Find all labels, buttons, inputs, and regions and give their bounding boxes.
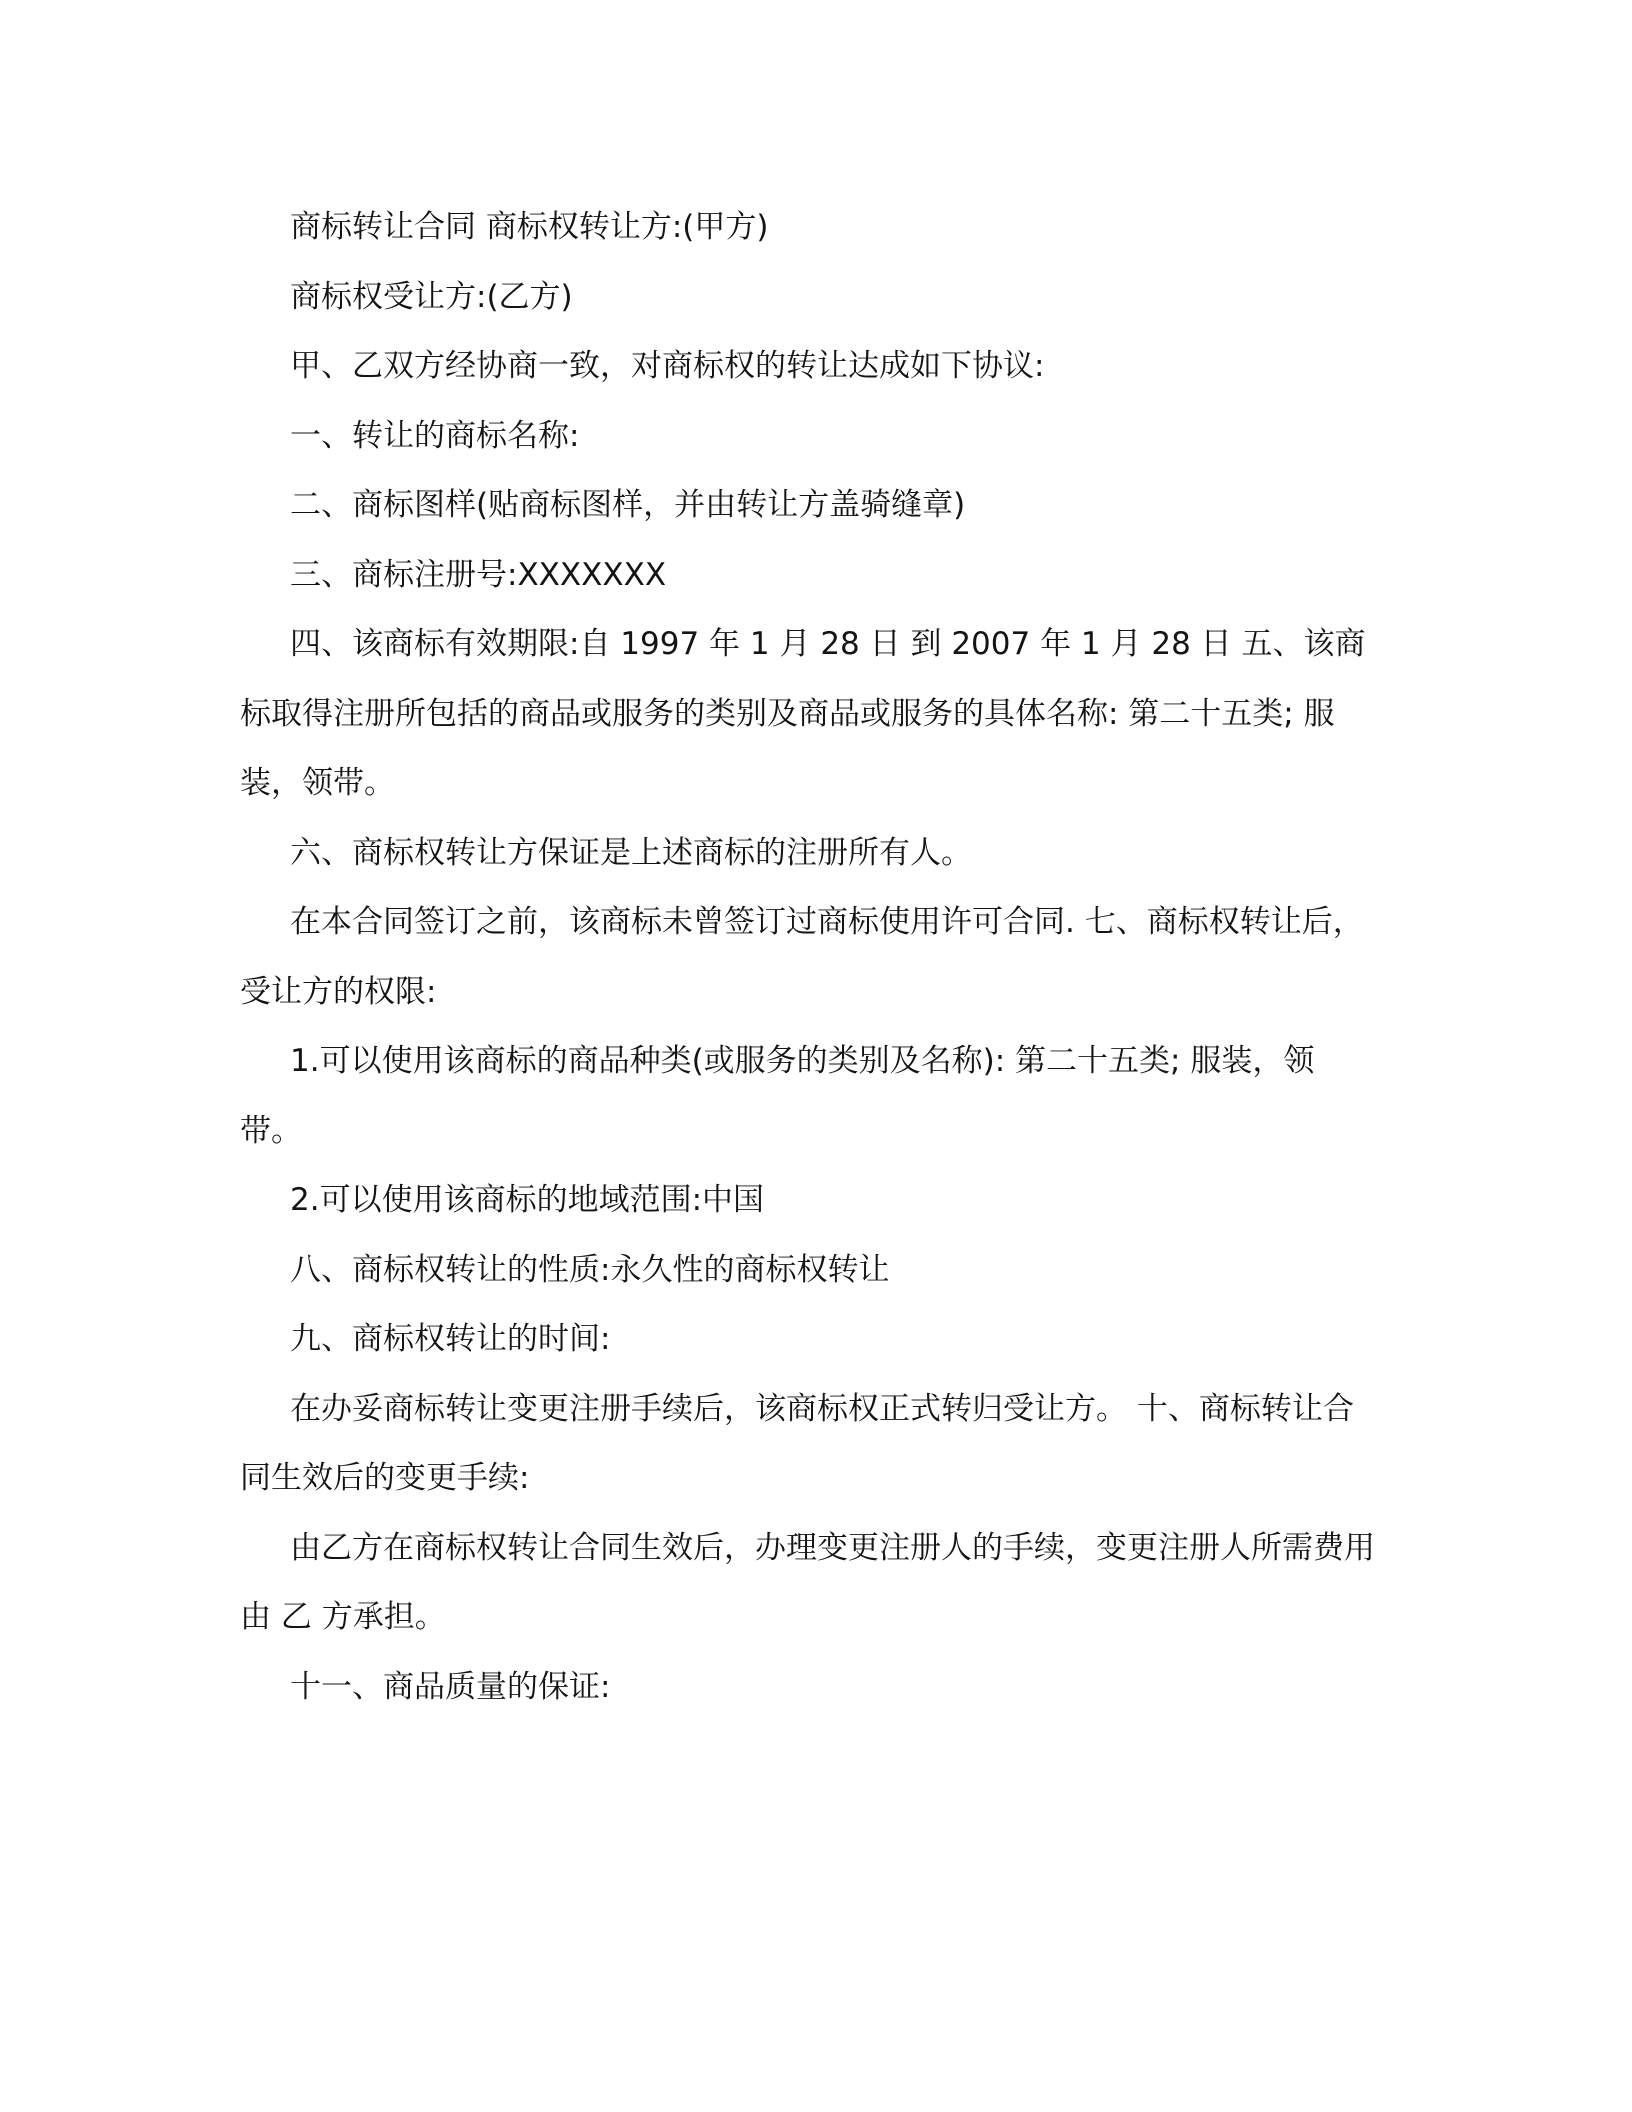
paragraph: 十一、商品质量的保证: bbox=[290, 1668, 611, 1705]
paragraph: 三、商标注册号:XXXXXXX bbox=[290, 556, 667, 593]
paragraph: 四、该商标有效期限:自 1997 年 1 月 28 日 到 2007 年 1 月 28 日 五、该商标取得注册所包括的商品或服务的类别及商品或服务的具体名称: 第二十五类; 服装，领带。 bbox=[240, 626, 1366, 801]
paragraph: 1.可以使用该商标的商品种类(或服务的类别及名称): 第二十五类; 服装，领带。 bbox=[240, 1043, 1315, 1149]
paragraph: 九、商标权转让的时间: bbox=[290, 1321, 611, 1357]
paragraph: 在办妥商标转让变更注册手续后，该商标权正式转归受让方。 十、商标转让合同生效后的变更手续: bbox=[240, 1390, 1354, 1496]
paragraph: 二、商标图样(贴商标图样，并由转让方盖骑缝章) bbox=[290, 487, 966, 523]
paragraph: 商标转让合同 商标权转让方:(甲方) bbox=[290, 209, 769, 245]
paragraph: 2.可以使用该商标的地域范围:中国 bbox=[290, 1182, 765, 1218]
paragraph: 一、转让的商标名称: bbox=[290, 417, 580, 454]
paragraph: 商标权受让方:(乙方) bbox=[290, 278, 573, 315]
paragraph: 八、商标权转让的性质:永久性的商标权转让 bbox=[290, 1251, 890, 1288]
paragraph: 六、商标权转让方保证是上述商标的注册所有人。 bbox=[290, 834, 972, 871]
paragraph: 在本合同签订之前，该商标未曾签订过商标使用许可合同. 七、商标权转让后，受让方的权限: bbox=[240, 904, 1364, 1010]
paragraph: 甲、乙双方经协商一致，对商标权的转让达成如下协议: bbox=[290, 348, 1045, 384]
paragraph: 由乙方在商标权转让合同生效后，办理变更注册人的手续，变更注册人所需费用由 乙 方承担。 bbox=[240, 1529, 1375, 1635]
document-body bbox=[240, 193, 1375, 1722]
